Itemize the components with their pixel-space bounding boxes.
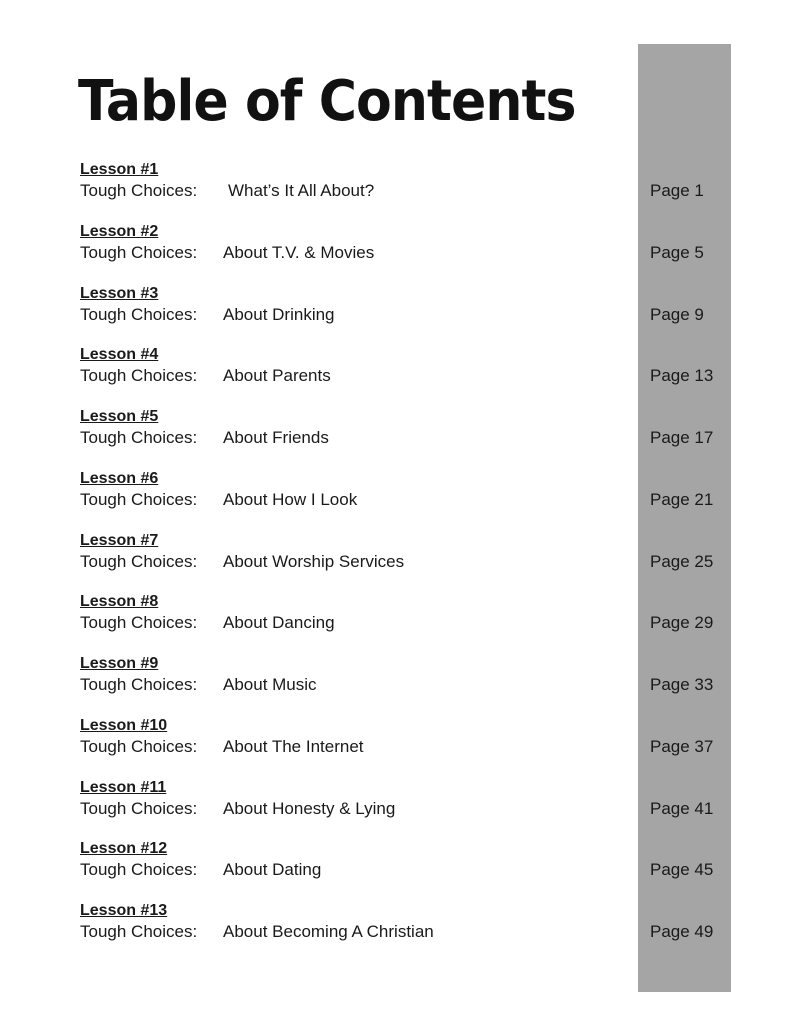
lesson-prefix: Tough Choices: — [80, 489, 198, 509]
lesson-prefix: Tough Choices: — [80, 922, 198, 941]
lesson-entry-2[interactable] — [0, 222, 800, 274]
lesson-entry-6[interactable] — [0, 469, 800, 521]
lesson-page-number: Page 9 — [650, 304, 704, 324]
lesson-entry-9[interactable] — [0, 654, 800, 706]
lesson-topic: About Honesty & Lying — [223, 798, 396, 818]
lesson-entry-13[interactable] — [0, 901, 800, 953]
lesson-topic: About Music — [223, 675, 317, 694]
lesson-heading: Lesson #10 — [80, 716, 168, 734]
lesson-topic: About Becoming A Christian — [223, 922, 434, 941]
lesson-heading: Lesson #9 — [80, 655, 159, 672]
lesson-page-number: Page 21 — [650, 489, 714, 509]
lesson-entry-11[interactable] — [0, 778, 800, 830]
page-title: Table of Contents — [78, 69, 576, 134]
lesson-page-number: Page 41 — [650, 798, 714, 818]
lesson-prefix: Tough Choices: — [80, 242, 198, 262]
lesson-prefix: Tough Choices: — [80, 798, 198, 818]
lesson-topic: About How I Look — [223, 489, 358, 509]
lesson-page-number: Page 45 — [650, 860, 714, 880]
lesson-entry-8[interactable] — [0, 592, 800, 644]
lesson-prefix: Tough Choices: — [80, 366, 198, 386]
lesson-page-number: Page 37 — [650, 736, 714, 756]
lesson-heading: Lesson #4 — [80, 346, 159, 364]
lesson-topic: About Worship Services — [223, 551, 405, 571]
lesson-topic: About Parents — [223, 366, 331, 386]
lesson-topic: About Drinking — [223, 304, 335, 324]
lesson-page-number: Page 33 — [650, 675, 714, 694]
lesson-heading: Lesson #3 — [80, 284, 159, 302]
lesson-topic: What’s It All About? — [228, 181, 375, 200]
lesson-entry-4[interactable] — [0, 345, 800, 397]
lesson-page-number: Page 1 — [650, 181, 704, 200]
lesson-prefix: Tough Choices: — [80, 181, 198, 200]
lesson-page-number: Page 13 — [650, 366, 714, 386]
lesson-prefix: Tough Choices: — [80, 860, 198, 880]
lesson-entry-12[interactable] — [0, 839, 800, 891]
lesson-topic: About The Internet — [223, 736, 364, 756]
lesson-page-number: Page 29 — [650, 613, 714, 633]
lesson-heading: Lesson #8 — [80, 593, 159, 611]
lesson-entry-1[interactable] — [0, 160, 800, 212]
lesson-heading: Lesson #2 — [80, 222, 159, 240]
lesson-entry-5[interactable] — [0, 407, 800, 459]
lesson-entry-3[interactable] — [0, 284, 800, 336]
lesson-topic: About Friends — [223, 428, 329, 447]
lesson-prefix: Tough Choices: — [80, 675, 198, 694]
lesson-heading: Lesson #11 — [80, 778, 167, 796]
lesson-entry-10[interactable] — [0, 716, 800, 768]
lesson-heading: Lesson #7 — [80, 531, 159, 549]
lesson-heading: Lesson #1 — [80, 161, 159, 178]
lesson-prefix: Tough Choices: — [80, 551, 198, 571]
lesson-page-number: Page 49 — [650, 922, 714, 941]
lesson-topic: About T.V. & Movies — [223, 242, 375, 262]
lesson-topic: About Dating — [223, 860, 322, 880]
lesson-page-number: Page 17 — [650, 428, 714, 447]
lesson-prefix: Tough Choices: — [80, 428, 198, 447]
lesson-topic: About Dancing — [223, 613, 335, 633]
lesson-heading: Lesson #13 — [80, 902, 168, 919]
lesson-heading: Lesson #12 — [80, 840, 168, 858]
lesson-prefix: Tough Choices: — [80, 304, 198, 324]
lesson-heading: Lesson #5 — [80, 408, 159, 425]
lesson-entry-7[interactable] — [0, 531, 800, 583]
lesson-heading: Lesson #6 — [80, 469, 159, 487]
lesson-prefix: Tough Choices: — [80, 613, 198, 633]
lesson-page-number: Page 25 — [650, 551, 714, 571]
lesson-prefix: Tough Choices: — [80, 736, 198, 756]
lesson-page-number: Page 5 — [650, 242, 704, 262]
